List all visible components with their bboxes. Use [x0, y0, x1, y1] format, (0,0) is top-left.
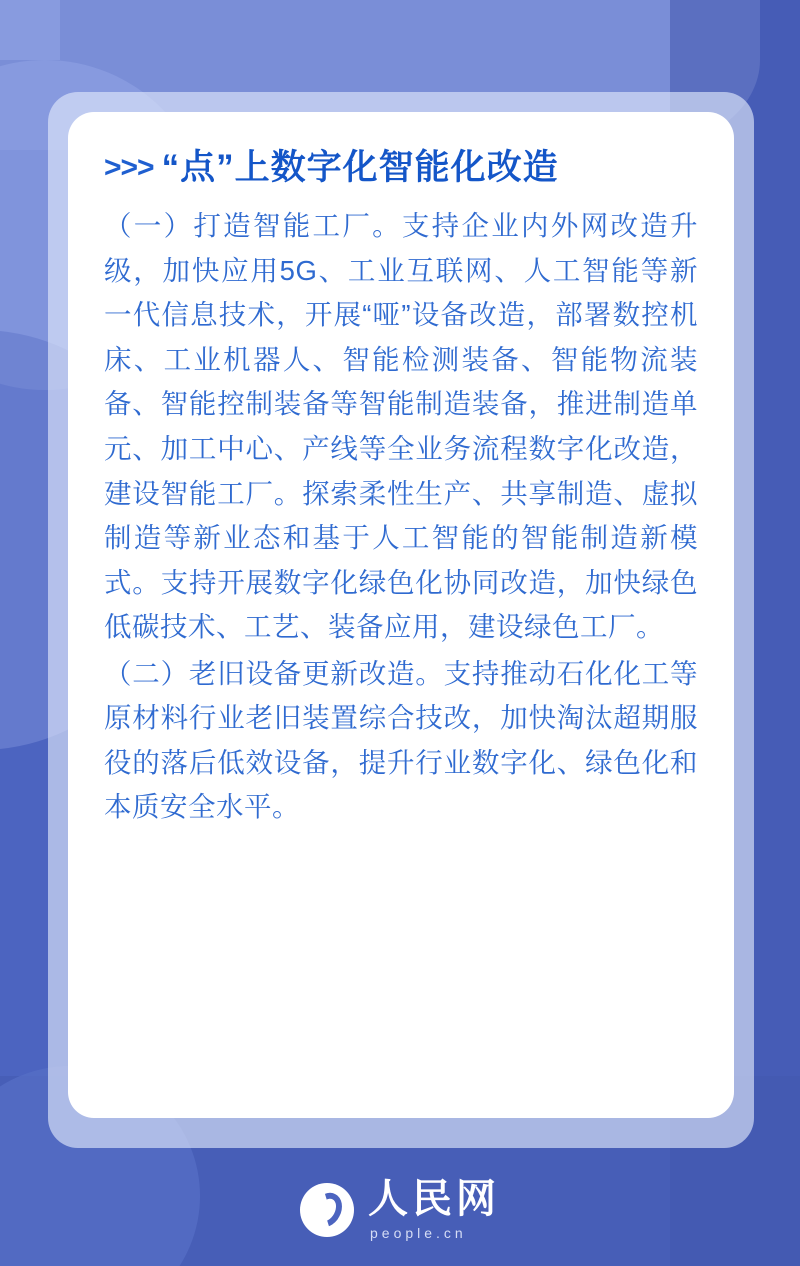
- content-card: [68, 112, 734, 1118]
- brand-name-en: people.cn: [370, 1225, 467, 1241]
- paragraph-two: （二）老旧设备更新改造。支持推动石化化工等原材料行业老旧装置综合技改，加快淘汰超期服役的落后低效设备，提升行业数字化、绿色化和本质安全水平。: [104, 657, 698, 823]
- brand-wordmark: [368, 1179, 500, 1240]
- people-cn-logo-icon: [300, 1183, 354, 1237]
- chevrons-icon: >>>: [104, 151, 154, 184]
- body-text: [104, 204, 698, 830]
- paragraph-one: （一）打造智能工厂。支持企业内外网改造升级，加快应用5G、工业互联网、人工智能等新一代信息技术，开展“哑”设备改造，部署数控机床、工业机器人、智能检测装备、智能物流装备、智能控制装备等智能制造装备，推进制造单元、加工中心、产线等全业务流程数字化改造，建设智能工厂。探索柔性生产、共享制造、虚拟制造等新业态和基于人工智能的智能制造新模式。支持开展数字化绿色化协同改造，加快绿色低碳技术、工艺、装备应用，建设绿色工厂。: [104, 210, 698, 643]
- page-title: “点”上数字化智能化改造: [161, 148, 559, 187]
- brand-name-cn: 人民网: [368, 1177, 500, 1221]
- background-shape-corner: [0, 0, 60, 60]
- section-heading: [104, 148, 698, 188]
- footer-branding: [0, 1179, 800, 1240]
